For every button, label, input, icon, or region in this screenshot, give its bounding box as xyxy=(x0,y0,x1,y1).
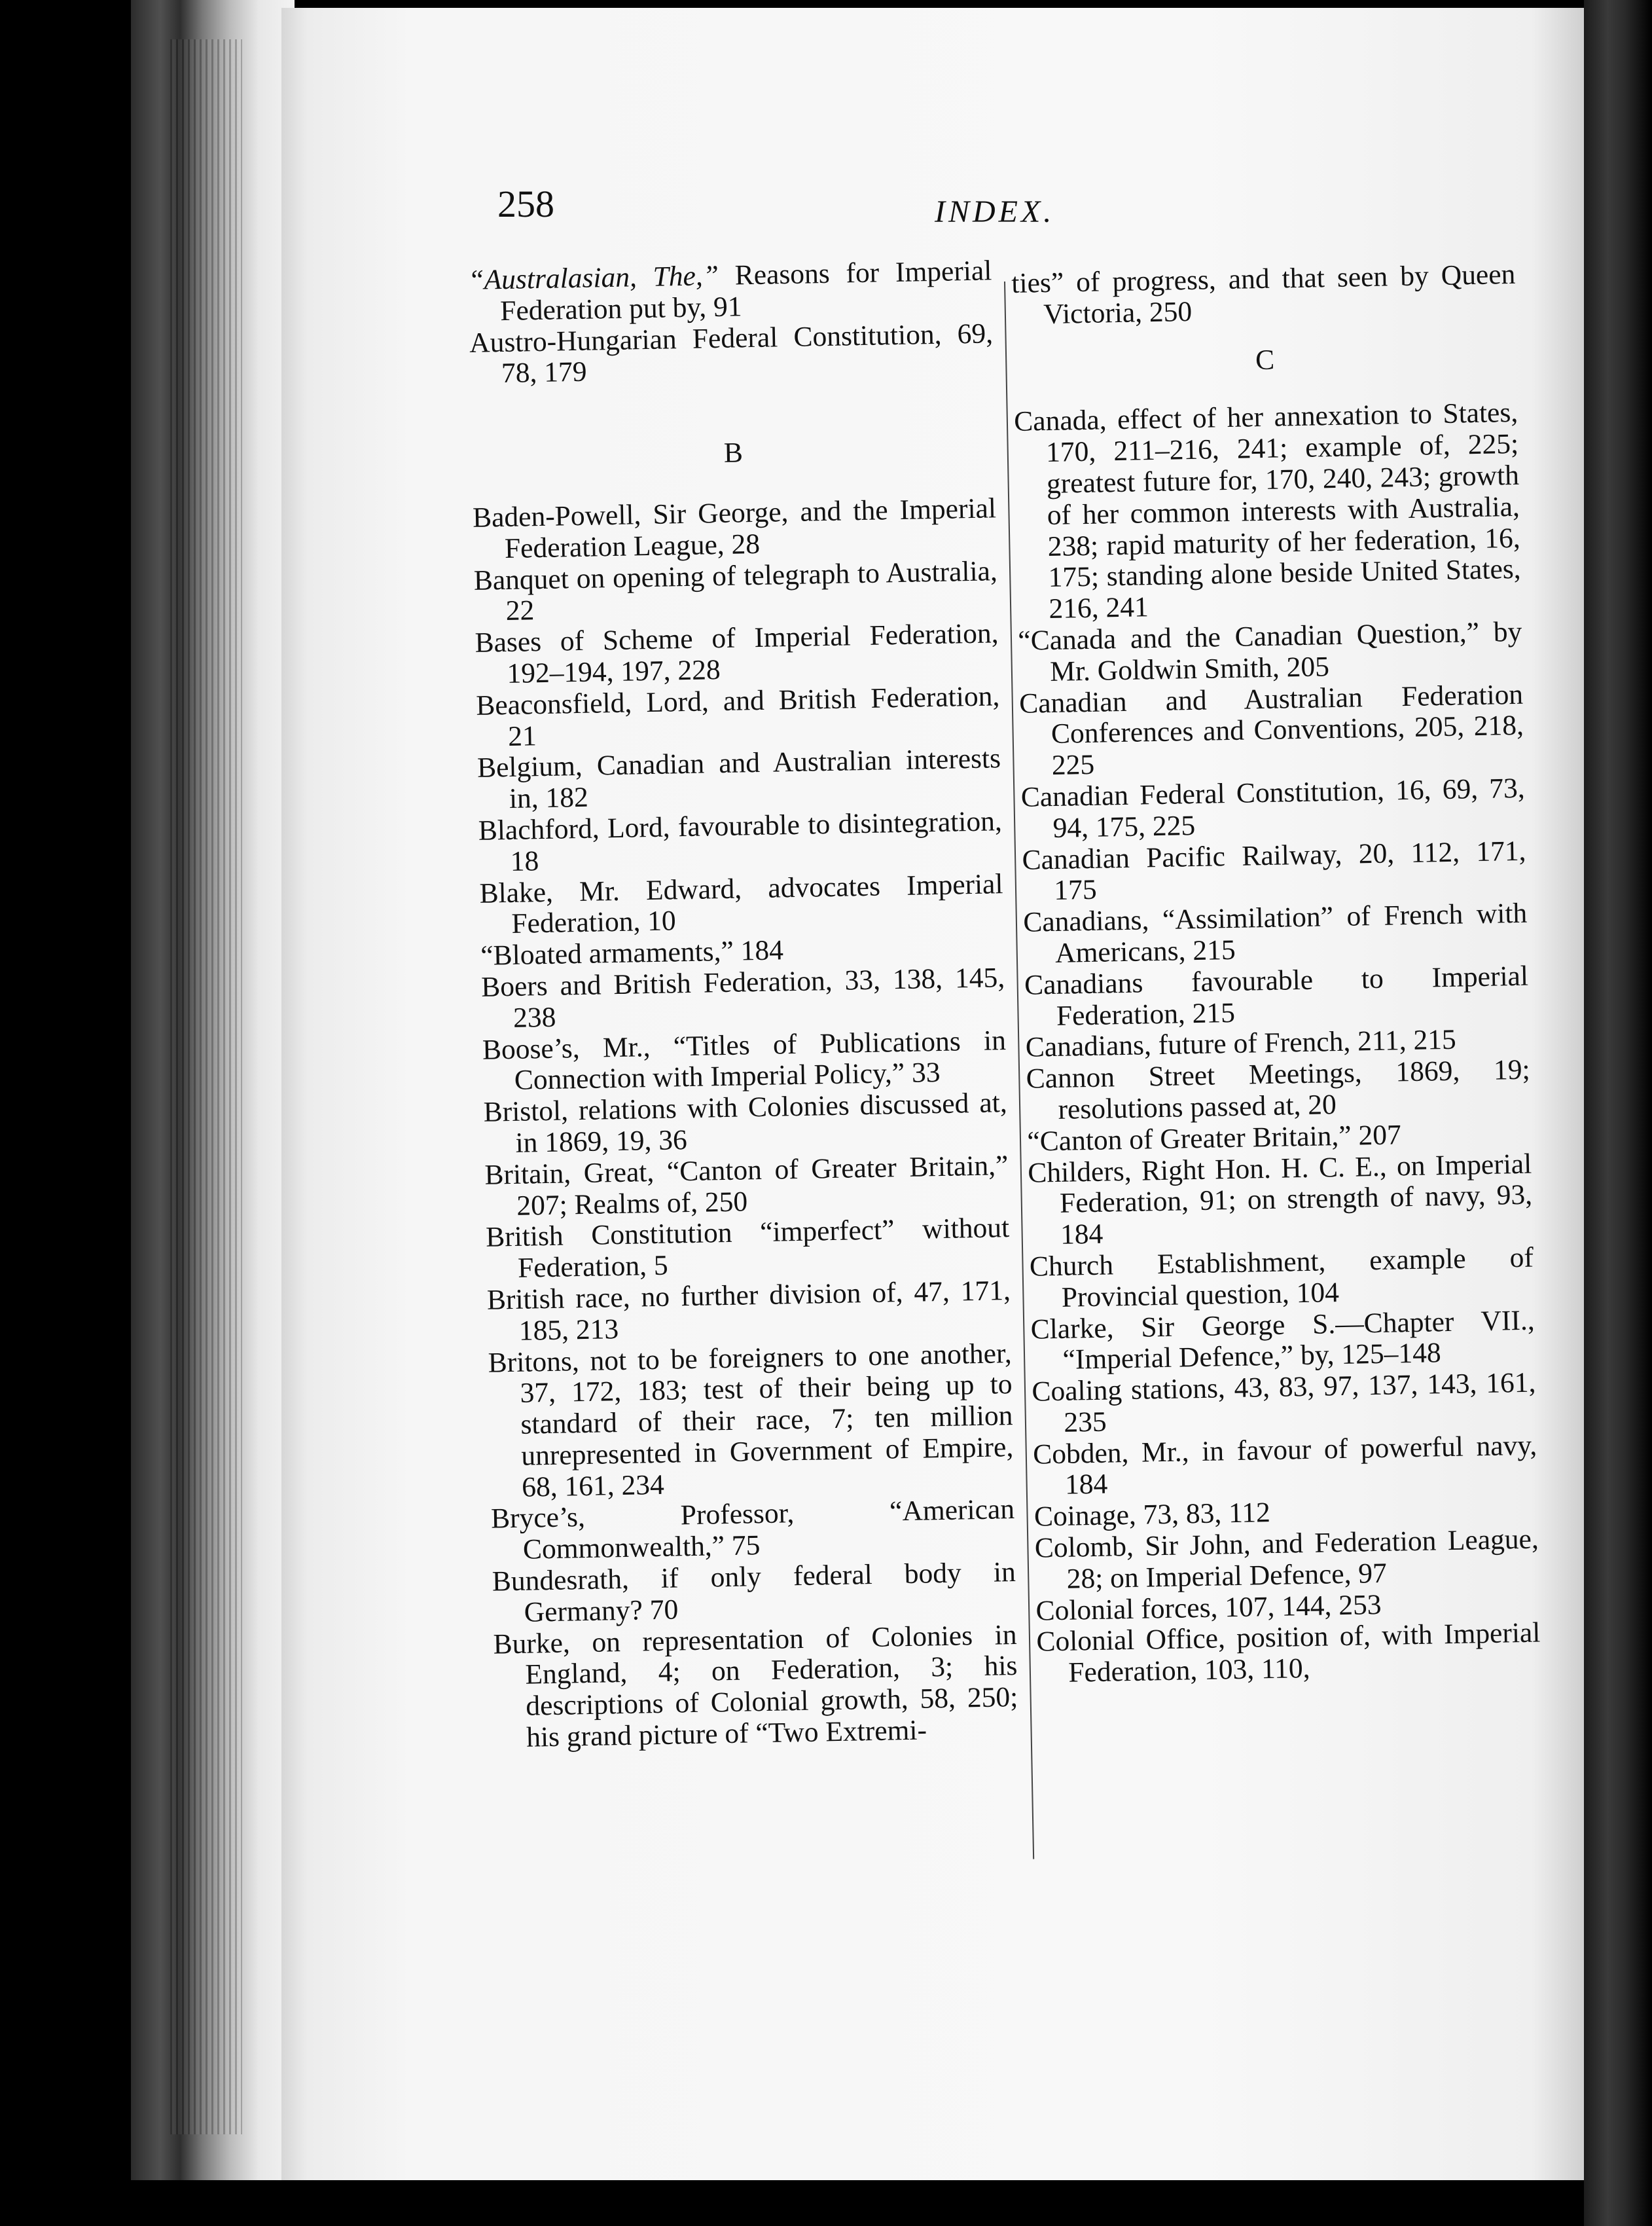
index-entry: Bases of Scheme of Imperial Federation, 192–194, 197, 228 xyxy=(475,617,999,689)
index-entry: Canadian Federal Constitution, 16, 69, 73, 94, 175, 225 xyxy=(1020,772,1526,844)
index-entry: “Bloated armaments,” 184 xyxy=(480,934,784,972)
index-entry: Boose’s, Mr., “Titles of Publications in Connection with Imperial Policy,” 33 xyxy=(482,1024,1007,1097)
index-entry: Bryce’s, Professor, “American Commonwealth,” 75 xyxy=(490,1493,1015,1566)
index-entry: Baden-Powell, Sir George, and the Imperial Federation League, 28 xyxy=(472,492,997,564)
index-entry: Britain, Great, “Canton of Greater Britain,” 207; Realms of, 250 xyxy=(484,1149,1009,1222)
page-block-edges xyxy=(131,0,295,2180)
index-column-left xyxy=(468,255,1019,1754)
index-entry: British race, no further division of, 47, 171, 185, 213 xyxy=(486,1274,1011,1347)
section-letter-b: B xyxy=(723,437,744,469)
index-entry: “Canada and the Canadian Question,” by Mr. Goldwin Smith, 205 xyxy=(1017,615,1522,687)
index-entry: Blachford, Lord, favourable to disintegration, 18 xyxy=(478,805,1003,877)
index-entry: Belgium, Canadian and Australian interests in, 182 xyxy=(476,742,1001,815)
index-entry: Colonial forces, 107, 144, 253 xyxy=(1035,1588,1382,1627)
index-entry: Beaconsfield, Lord, and British Federation, 21 xyxy=(475,680,1000,752)
index-entry-italic: “Australasian, The,” xyxy=(467,259,719,296)
index-entry: Childers, Right Hon. H. C. E., on Imperial Federation, 91; on strength of navy, 93, 184 xyxy=(1027,1148,1533,1250)
page-number: 258 xyxy=(497,183,554,225)
index-entry: Coaling stations, 43, 83, 97, 137, 143, 161, 235 xyxy=(1032,1366,1536,1438)
index-entry-continuation: ties” of progress, and that seen by Queen Victoria, 250 xyxy=(1011,258,1516,330)
index-entry: Canada, effect of her annexation to States, 170, 211–216, 241; example of, 225; greatest future for, 170, 240, 243; growth of her common interests with Australia, 238; rapid maturity of her federation, 16, 175; standing alone beside United States, 216, 241 xyxy=(1013,397,1521,625)
index-entry: Canadians, “Assimilation” of French with Americans, 215 xyxy=(1022,897,1528,969)
index-entry: Canadians, future of French, 211, 215 xyxy=(1025,1024,1457,1064)
index-entry: Burke, on representation of Colonies in England, 4; on Federation, 3; his descriptions of Colonial growth, 58, 250; his grand picture of “Two Extremi- xyxy=(493,1618,1018,1753)
index-entry: Blake, Mr. Edward, advocates Imperial Federation, 10 xyxy=(479,867,1003,940)
index-entry: Colomb, Sir John, and Federation League, 28; on Imperial Defence, 97 xyxy=(1034,1523,1539,1595)
index-entry: Bristol, relations with Colonies discussed at, in 1869, 19, 36 xyxy=(483,1087,1008,1159)
index-entry: Church Establishment, example of Provincial question, 104 xyxy=(1029,1241,1534,1313)
index-entry: Canadians favourable to Imperial Federation, 215 xyxy=(1024,960,1529,1032)
index-column-right xyxy=(1011,259,1541,1690)
index-entry: Cannon Street Meetings, 1869, 19; resolutions passed at, 20 xyxy=(1026,1053,1530,1125)
index-entry xyxy=(468,255,993,327)
index-entry: Canadian and Australian Federation Conferences and Conventions, 205, 218, 225 xyxy=(1018,678,1524,782)
index-entry: Bundesrath, if only federal body in Germany? 70 xyxy=(492,1556,1016,1628)
index-entry: Cobden, Mr., in favour of powerful navy, 184 xyxy=(1032,1429,1537,1501)
section-letter-c: C xyxy=(1255,344,1275,376)
facing-page-edge xyxy=(1584,0,1652,2226)
index-entry: Clarke, Sir George S.—Chapter VII., “Imperial Defence,” by, 125–148 xyxy=(1030,1304,1535,1376)
index-entry: Coinage, 73, 83, 112 xyxy=(1033,1497,1271,1533)
running-head: INDEX. xyxy=(935,194,1055,229)
index-entry: British Constitution “imperfect” without Federation, 5 xyxy=(485,1212,1010,1284)
index-entry: Boers and British Federation, 33, 138, 145, 238 xyxy=(480,962,1005,1034)
index-entry: Britons, not to be foreigners to one another, 37, 172, 183; test of their being up to standard of their race, 7; ten million unrepresented in Government of Empire, 68, 161, 234 xyxy=(488,1337,1014,1503)
index-entry: Austro-Hungarian Federal Constitution, 69, 78, 179 xyxy=(469,317,994,390)
index-entry: Banquet on opening of telegraph to Australia, 22 xyxy=(473,555,998,627)
index-entry: “Canton of Greater Britain,” 207 xyxy=(1027,1119,1402,1158)
index-entry: Colonial Office, position of, with Imperial Federation, 103, 110, xyxy=(1036,1617,1541,1689)
index-entry-text: Reasons for Imperial Federation put by, 91 xyxy=(499,255,992,327)
index-entry: Canadian Pacific Railway, 20, 112, 171, 175 xyxy=(1022,835,1526,907)
